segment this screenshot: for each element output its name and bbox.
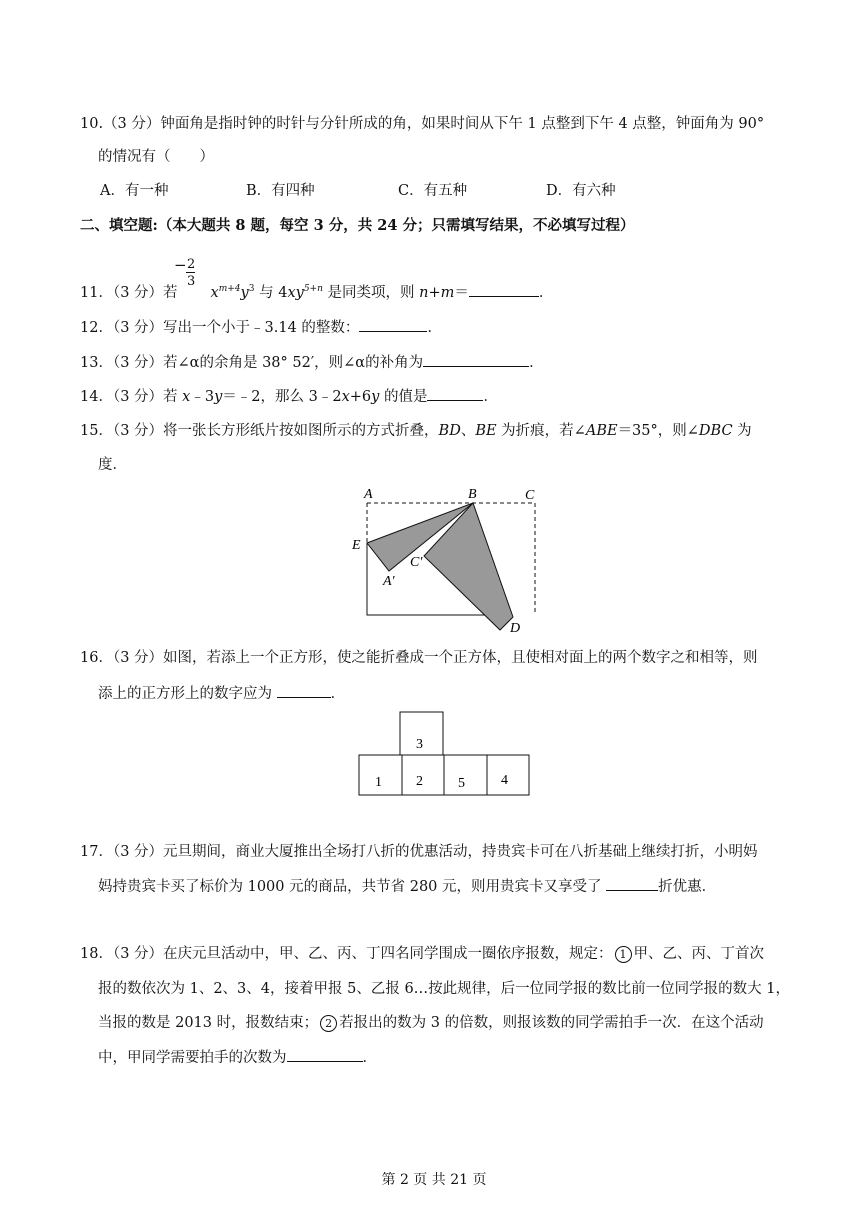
q11-nm: n+m bbox=[419, 285, 455, 301]
q16-answer-blank[interactable] bbox=[277, 683, 331, 698]
q14-mid3: +6 bbox=[349, 389, 372, 405]
fig16-square-2 bbox=[402, 755, 444, 795]
q11-exp3: 5+n bbox=[303, 284, 323, 294]
q18-line2: 报的数依次为 1、2、3、4，接着甲报 5、乙报 6…按此规律，后一位同学报的数比前一位同学报的数大 1， bbox=[98, 981, 791, 997]
q15-line2: 度． bbox=[98, 457, 127, 473]
page-footer: 第 2 页 共 21 页 bbox=[381, 1172, 487, 1188]
q18-line4 bbox=[98, 1047, 377, 1068]
q14-end: ． bbox=[483, 389, 498, 405]
q18-line3-rest: 若报出的数为 3 的倍数，则报该数的同学需拍手一次．在这个活动 bbox=[339, 1015, 764, 1031]
q13-line bbox=[80, 352, 544, 373]
q11-frac-minus: − bbox=[174, 256, 187, 274]
q14-prefix: 14．（3 分）若 bbox=[80, 389, 183, 405]
section-2-title: 二、填空题:（本大题共 8 题，每空 3 分，共 24 分；只需填写结果，不必填写过程） bbox=[80, 217, 635, 234]
q14-y: y bbox=[214, 389, 223, 405]
q10-option-d: D．有六种 bbox=[546, 183, 616, 199]
fig15-label-a-prime: A′ bbox=[383, 574, 395, 589]
fig16-number-2: 2 bbox=[416, 774, 423, 789]
q10-line1: 10.（3 分）钟面角是指时钟的时针与分针所成的角，如果时间从下午 1 点整到下午 4 点整，钟面角为 90° bbox=[80, 116, 765, 132]
fig15-label-d: D bbox=[510, 621, 521, 636]
q17-line2 bbox=[98, 876, 716, 897]
q18-line3-text: 当报的数是 2013 时，报数结束； bbox=[98, 1015, 319, 1031]
q15-bd: BD bbox=[438, 423, 461, 439]
q18-circled-number-2: 2 bbox=[320, 1015, 337, 1032]
q12-line bbox=[80, 317, 442, 338]
q18-line3 bbox=[98, 1013, 764, 1033]
q18-line4-text: 中，甲同学需要拍手的次数为 bbox=[98, 1050, 287, 1066]
q15-be: BE bbox=[475, 423, 497, 439]
fig16-number-3: 3 bbox=[416, 737, 423, 752]
q14-y2: y bbox=[371, 389, 380, 405]
q11-exp1: m+4 bbox=[218, 284, 241, 294]
fig15-label-c-prime: C′ bbox=[410, 555, 423, 570]
q11-suffix: 是同类项，则 bbox=[322, 285, 420, 301]
q11-x: x bbox=[210, 285, 219, 301]
fig16-square-5 bbox=[444, 755, 487, 795]
q10-option-a: A．有一种 bbox=[100, 183, 169, 199]
q14-mid1: ﹣3 bbox=[190, 389, 215, 405]
q16-line1: 16．（3 分）如图，若添上一个正方形，使之能折叠成一个正方体，且使相对面上的两个数字之和相等，则 bbox=[80, 650, 758, 666]
q16-line2-text: 添上的正方形上的数字应为 bbox=[98, 686, 277, 702]
q11-end: ． bbox=[538, 285, 554, 301]
q15-dbc: DBC bbox=[698, 423, 733, 439]
fig16-number-1: 1 bbox=[375, 775, 382, 790]
q17-answer-blank[interactable] bbox=[606, 876, 658, 891]
q14-x2: x bbox=[341, 389, 350, 405]
fig15-label-c: C bbox=[525, 488, 535, 503]
q13-answer-blank[interactable] bbox=[423, 352, 529, 367]
q18-line1-rest: 甲、乙、丙、丁首次 bbox=[633, 946, 765, 962]
q10-option-b: B．有四种 bbox=[246, 183, 315, 199]
q17-line2-text: 妈持贵宾卡买了标价为 1000 元的商品，共节省 280 元，则用贵宾卡又享受了 bbox=[98, 879, 607, 895]
q13-text: 13．（3 分）若∠α的余角是 38° 52′，则∠α的补角为 bbox=[80, 355, 424, 371]
q16-end: ． bbox=[330, 686, 346, 702]
q11-line bbox=[80, 282, 553, 305]
q11-answer-blank[interactable] bbox=[469, 282, 539, 297]
q14-line bbox=[80, 386, 498, 407]
q17-line2-end: 折优惠． bbox=[658, 879, 717, 895]
fig16-number-5: 5 bbox=[458, 776, 465, 791]
fig15-label-e: E bbox=[352, 538, 361, 553]
q15-line1 bbox=[80, 421, 752, 441]
q11-eq: ＝ bbox=[454, 285, 469, 301]
q14-suffix: 的值是 bbox=[379, 389, 428, 405]
fig16-number-4: 4 bbox=[501, 773, 508, 788]
q11-exp2: 3 bbox=[248, 284, 255, 294]
q11-prefix: 11．（3 分）若 bbox=[80, 285, 178, 301]
q16-line2 bbox=[98, 683, 345, 704]
fig15-folding-diagram bbox=[340, 482, 560, 638]
q14-x: x bbox=[182, 389, 191, 405]
q10-line2: 的情况有（ ） bbox=[98, 149, 214, 165]
q18-line1 bbox=[80, 944, 764, 964]
fig15-label-a: A bbox=[364, 487, 373, 502]
q10-option-c: C．有五种 bbox=[398, 183, 468, 199]
q14-answer-blank[interactable] bbox=[427, 386, 483, 401]
q11-xy: xy bbox=[287, 285, 304, 301]
q11-y: y bbox=[240, 285, 249, 301]
q18-answer-blank[interactable] bbox=[287, 1047, 363, 1062]
q11-mid: 与 4 bbox=[254, 285, 288, 301]
q11-frac-num: 2 bbox=[187, 257, 196, 272]
q15-mid: 为折痕，若∠ bbox=[496, 423, 586, 439]
q18-circled-number-1: 1 bbox=[615, 946, 632, 963]
q18-end: ． bbox=[362, 1050, 377, 1066]
q14-mid2: ＝﹣2，那么 3﹣2 bbox=[222, 389, 342, 405]
q12-answer-blank[interactable] bbox=[359, 317, 427, 332]
q13-end: ． bbox=[529, 355, 544, 371]
q15-abe: ABE bbox=[585, 423, 618, 439]
q17-line1: 17．（3 分）元旦期间，商业大厦推出全场打八折的优惠活动，持贵宾卡可在八折基础上继续打折，小明妈 bbox=[80, 844, 758, 860]
fig15-label-b: B bbox=[468, 487, 477, 502]
q15-mid2: ＝35°，则∠ bbox=[617, 423, 699, 439]
q12-text: 12．（3 分）写出一个小于﹣3.14 的整数： bbox=[80, 320, 360, 336]
q11-frac-bar bbox=[186, 272, 195, 273]
fig16-cube-net bbox=[355, 707, 535, 799]
q15-sep: 、 bbox=[460, 423, 476, 439]
q15-prefix: 15．（3 分）将一张长方形纸片按如图所示的方式折叠， bbox=[80, 423, 439, 439]
q15-suffix: 为 bbox=[732, 423, 752, 439]
q18-line1-text: 18．（3 分）在庆元旦活动中，甲、乙、丙、丁四名同学围成一圈依序报数，规定： bbox=[80, 946, 613, 962]
fig16-square-4 bbox=[487, 755, 529, 795]
q12-end: ． bbox=[427, 320, 442, 336]
q11-frac-den: 3 bbox=[187, 274, 196, 289]
